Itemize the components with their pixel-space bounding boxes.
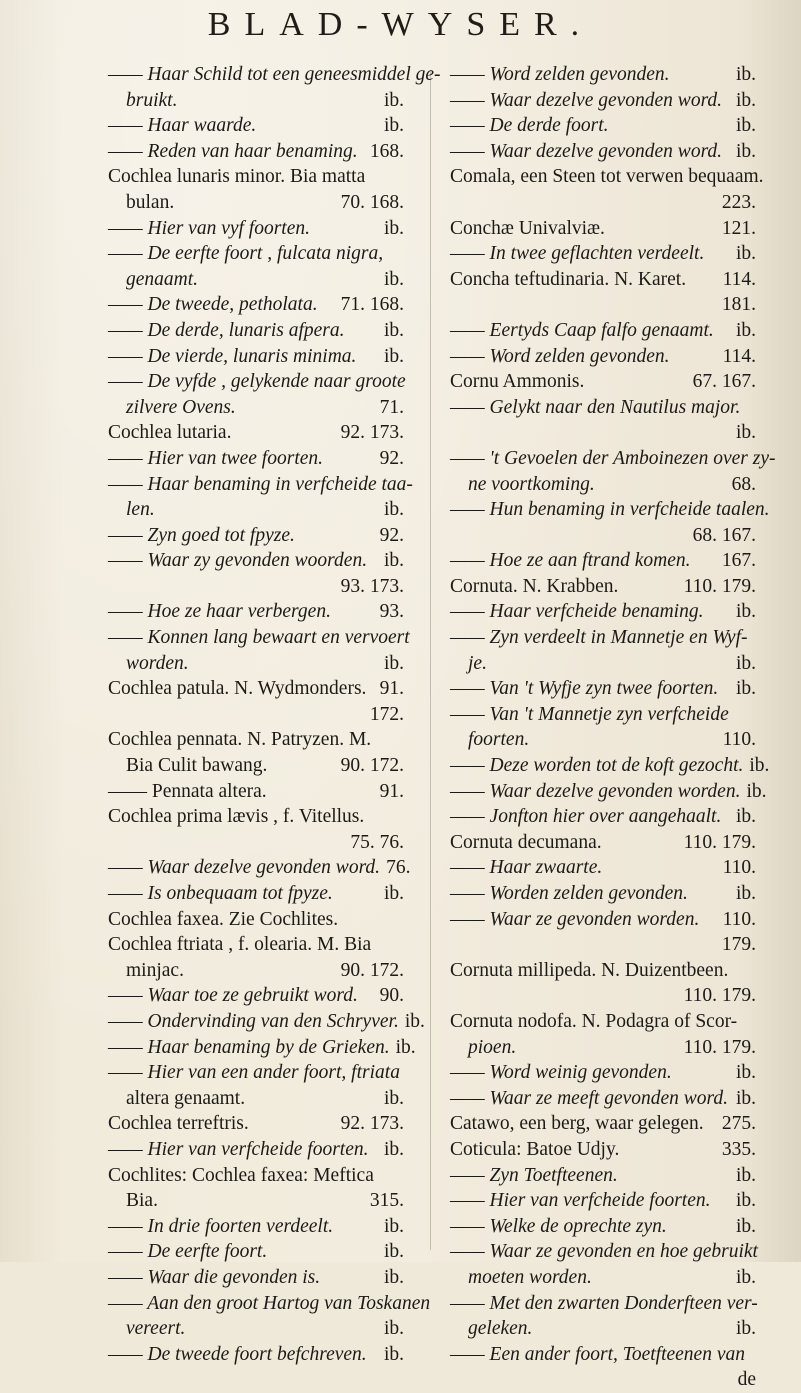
column-divider — [430, 70, 431, 1250]
index-entry-page-ref: ib. — [735, 89, 756, 111]
index-line — [450, 1214, 756, 1240]
index-line — [450, 344, 756, 370]
index-line — [108, 1137, 404, 1163]
index-entry-text: —— De eerfte foort , fulcata nigra, — [108, 243, 384, 265]
index-line — [450, 958, 756, 984]
index-entry-page-ref: 110. — [722, 908, 756, 930]
index-line — [450, 1239, 756, 1265]
index-entry-text: —— In drie foorten verdeelt. — [108, 1215, 334, 1237]
index-line — [450, 139, 756, 165]
index-line — [108, 1265, 404, 1291]
index-entry-text: Cochlea faxea. Zie Cochlites. — [108, 908, 339, 930]
index-entry-text: —— Jonfton hier over aangehaalt. — [450, 806, 722, 828]
index-line — [450, 446, 776, 472]
index-entry-page-ref: ib. — [735, 319, 756, 341]
index-line — [108, 497, 404, 523]
index-entry-text: —— Welke de oprechte zyn. — [450, 1215, 667, 1237]
index-line — [108, 1214, 404, 1240]
index-line — [450, 420, 756, 446]
index-entry-page-ref: ib. — [383, 1241, 404, 1263]
index-line — [450, 1086, 756, 1112]
index-line — [108, 548, 404, 574]
index-entry-page-ref: ib. — [383, 115, 404, 137]
index-entry-text: —— Haar benaming in verfcheide taa- — [108, 473, 413, 495]
index-line — [450, 548, 756, 574]
index-entry-text: foorten. — [468, 729, 530, 751]
index-entry-text: Bia Culit bawang. — [126, 755, 268, 777]
index-entry-text: —— De derde, lunaris afpera. — [108, 319, 345, 341]
index-line — [450, 523, 756, 549]
index-line — [108, 599, 404, 625]
index-line — [450, 830, 756, 856]
index-entry-text: genaamt. — [126, 268, 199, 290]
index-entry-page-ref: ib. — [749, 755, 770, 777]
index-entry-text: —— Zyn verdeelt in Mannetje en Wyf- — [450, 627, 748, 649]
index-entry-page-ref: ib. — [735, 243, 756, 265]
index-line — [108, 702, 404, 728]
index-entry-text: —— Word zelden gevonden. — [450, 64, 670, 85]
index-entry-page-ref: 76. — [386, 857, 411, 879]
index-entry-page-ref: ib. — [735, 652, 756, 674]
index-entry-text: —— Hier van vyf foorten. — [108, 217, 311, 239]
index-line — [108, 1291, 431, 1317]
index-entry-page-ref: 335. — [721, 1138, 756, 1160]
index-entry-page-ref: 71. — [379, 396, 404, 418]
index-entry-text: —— Zyn Toetfteenen. — [450, 1164, 618, 1186]
index-entry-text: Conchæ Univalviæ. — [450, 217, 605, 239]
index-line — [108, 932, 404, 958]
index-line — [450, 292, 756, 318]
index-entry-text: —— Haar Schild tot een geneesmiddel ge- — [108, 64, 441, 85]
index-entry-text: ne voortkoming. — [468, 473, 595, 495]
index-line — [450, 88, 756, 114]
index-entry-text: Cornu Ammonis. — [450, 371, 585, 393]
index-line — [108, 574, 404, 600]
index-entry-page-ref: ib. — [383, 345, 404, 367]
index-entry-page-ref: 172. — [369, 703, 404, 725]
index-entry-text: —— Konnen lang bewaart en vervoert — [108, 627, 410, 649]
index-line — [450, 779, 767, 805]
index-entry-page-ref: ib. — [746, 780, 767, 802]
index-entry-text: Bia. — [126, 1190, 158, 1212]
index-entry-page-ref: 110. — [722, 729, 756, 751]
index-line — [108, 62, 441, 88]
index-line — [450, 932, 756, 958]
index-entry-page-ref: 92. — [379, 447, 404, 469]
index-entry-text: —— De tweede, petholata. — [108, 294, 318, 316]
index-entry-text: —— Hier van twee foorten. — [108, 447, 324, 469]
index-line — [450, 1035, 756, 1061]
index-entry-text: —— Zyn goed tot fpyze. — [108, 524, 295, 546]
index-entry-page-ref: ib. — [735, 1190, 756, 1212]
index-line — [108, 344, 404, 370]
index-entry-text: —— Van 't Wyfje zyn twee foorten. — [450, 678, 719, 700]
index-line — [108, 1086, 404, 1112]
index-line — [450, 1291, 756, 1317]
index-line — [108, 164, 404, 190]
index-line — [450, 62, 756, 88]
index-entry-text: —— Deze worden tot de koft gezocht. — [450, 755, 744, 777]
index-entry-page-ref: 110. 179. — [683, 575, 756, 597]
index-entry-page-ref: 121. — [721, 217, 756, 239]
index-entry-text: —— Word zelden gevonden. — [450, 345, 670, 367]
index-line — [108, 1239, 404, 1265]
index-line — [450, 1342, 756, 1368]
index-entry-text: —— Haar zwaarte. — [450, 857, 603, 879]
index-entry-text: Concha teftudinaria. N. Karet. — [450, 268, 687, 290]
index-entry-page-ref: ib. — [383, 652, 404, 674]
index-entry-page-ref: ib. — [735, 1318, 756, 1340]
index-entry-page-ref: ib. — [735, 1164, 756, 1186]
index-entry-page-ref: 275. — [721, 1113, 756, 1135]
index-entry-page-ref: ib. — [383, 1138, 404, 1160]
index-line — [108, 881, 404, 907]
index-entry-text: —— Hoe ze haar verbergen. — [108, 601, 331, 623]
index-entry-text: —— Hier van verfcheide foorten. — [450, 1190, 711, 1212]
index-line — [108, 1111, 404, 1137]
index-line — [450, 369, 756, 395]
index-line — [108, 420, 404, 446]
index-entry-text: —— Aan den groot Hartog van Toskanen — [108, 1292, 431, 1314]
index-line — [450, 599, 756, 625]
index-line — [450, 190, 756, 216]
index-entry-page-ref: ib. — [383, 217, 404, 239]
index-line — [450, 676, 756, 702]
index-entry-page-ref: 92. — [379, 524, 404, 546]
index-entry-text: Cochlea pennata. N. Patryzen. M. — [108, 729, 372, 751]
index-entry-text: vereert. — [126, 1318, 186, 1340]
index-entry-text: —— De vyfde , gelykende naar groote — [108, 371, 406, 393]
index-entry-text: Cochlea lutaria. — [108, 422, 232, 444]
index-line — [450, 113, 756, 139]
index-entry-text: Cochlites: Cochlea faxea: Meftica — [108, 1164, 374, 1186]
index-entry-page-ref: 167. — [721, 550, 756, 572]
index-entry-page-ref: 114. — [722, 268, 756, 290]
index-line — [108, 292, 404, 318]
index-entry-text: —— Met den zwarten Donderfteen ver- — [450, 1292, 758, 1314]
index-line — [450, 395, 756, 421]
index-entry-page-ref: 179. — [721, 934, 756, 956]
index-entry-page-ref: 110. — [722, 857, 756, 879]
index-entry-page-ref: ib. — [735, 1266, 756, 1288]
index-line — [108, 958, 404, 984]
index-entry-page-ref: 315. — [369, 1190, 404, 1212]
index-entry-page-ref: 68. 167. — [692, 524, 756, 546]
index-entry-text: Cochlea ftriata , f. olearia. M. Bia — [108, 934, 372, 956]
index-entry-text: —— De derde foort. — [450, 115, 609, 137]
index-entry-page-ref: ib. — [735, 1087, 756, 1109]
index-entry-page-ref: 92. 173. — [340, 422, 404, 444]
index-entry-text: —— Hun benaming in verfcheide taalen. — [450, 499, 770, 521]
index-line — [108, 753, 404, 779]
index-line — [450, 702, 756, 728]
index-line — [450, 625, 756, 651]
index-entry-page-ref: ib. — [383, 319, 404, 341]
index-entry-page-ref: ib. — [735, 1062, 756, 1084]
index-line — [108, 804, 404, 830]
index-line — [450, 1009, 756, 1035]
index-entry-text: —— Waar dezelve gevonden word. — [450, 140, 723, 162]
index-line — [108, 855, 411, 881]
index-entry-text: geleken. — [468, 1318, 533, 1340]
index-line — [108, 395, 404, 421]
index-entry-text: worden. — [126, 652, 189, 674]
index-entry-text: Cornuta decumana. — [450, 831, 602, 853]
right-column — [450, 62, 776, 1393]
index-entry-page-ref: 75. 76. — [350, 831, 404, 853]
index-entry-page-ref: 168. — [369, 140, 404, 162]
index-line — [450, 804, 756, 830]
index-entry-text: —— In twee geflachten verdeelt. — [450, 243, 705, 265]
index-entry-text: —— Hier van een ander foort, ftriata — [108, 1062, 400, 1084]
index-entry-page-ref: ib. — [383, 1087, 404, 1109]
index-entry-text: —— De tweede foort befchreven. — [108, 1343, 367, 1365]
index-line — [450, 164, 764, 190]
index-entry-page-ref: 114. — [722, 345, 756, 367]
index-line — [108, 907, 404, 933]
index-entry-page-ref: ib. — [383, 1215, 404, 1237]
index-entry-page-ref: 68. — [731, 473, 756, 495]
index-entry-text: —— Haar verfcheide benaming. — [450, 601, 704, 623]
index-line — [450, 216, 756, 242]
index-line — [108, 651, 404, 677]
index-entry-text: —— 't Gevoelen der Amboinezen over zy- — [450, 447, 776, 469]
index-entry-text: Cornuta millipeda. N. Duizentbeen. — [450, 959, 729, 981]
index-entry-page-ref: ib. — [735, 115, 756, 137]
index-entry-page-ref: 181. — [721, 294, 756, 316]
index-entry-text: altera genaamt. — [126, 1087, 246, 1109]
index-entry-page-ref: ib. — [404, 1010, 425, 1032]
index-line — [108, 727, 404, 753]
index-entry-text: —— Worden zelden gevonden. — [450, 883, 688, 904]
index-line — [108, 241, 404, 267]
left-column — [108, 62, 441, 1367]
index-entry-text: —— Waar zy gevonden woorden. — [108, 550, 368, 572]
index-line — [450, 267, 756, 293]
index-entry-page-ref: ib. — [735, 422, 756, 444]
index-entry-text: Cochlea lunaris minor. Bia matta — [108, 166, 366, 188]
index-entry-page-ref: ib. — [383, 268, 404, 290]
index-entry-page-ref: 70. 168. — [340, 191, 404, 213]
index-entry-page-ref: 91. — [379, 678, 404, 700]
index-line — [450, 472, 756, 498]
index-entry-text: pioen. — [468, 1036, 517, 1058]
index-entry-text: —— Waar ze gevonden en hoe gebruikt — [450, 1241, 758, 1263]
index-entry-text: —— Ondervinding van den Schryver. — [108, 1010, 399, 1032]
index-entry-text: Cornuta nodofa. N. Podagra of Scor- — [450, 1010, 738, 1032]
index-line — [108, 1163, 404, 1189]
index-line — [108, 472, 413, 498]
index-line — [450, 497, 770, 523]
index-entry-text: bruikt. — [126, 89, 178, 111]
index-entry-text: —— Waar dezelve gevonden word. — [108, 857, 381, 879]
index-entry-text: —— Een ander foort, Toetfteenen van — [450, 1343, 745, 1365]
index-entry-text: —— Haar waarde. — [108, 115, 257, 137]
index-line — [108, 190, 404, 216]
index-entry-page-ref: 90. 172. — [340, 959, 404, 981]
index-entry-page-ref: ib. — [735, 806, 756, 828]
index-entry-page-ref: ib. — [383, 89, 404, 111]
index-entry-text: —— Waar dezelve gevonden word. — [450, 89, 723, 111]
index-entry-page-ref: 110. 179. — [683, 831, 756, 853]
index-line — [450, 907, 756, 933]
index-entry-text: —— Waar toe ze gebruikt word. — [108, 985, 358, 1007]
index-entry-page-ref: ib. — [735, 678, 756, 700]
index-line — [450, 727, 756, 753]
index-line — [108, 139, 404, 165]
index-entry-page-ref: 223. — [721, 191, 756, 213]
index-entry-page-ref: ib. — [735, 601, 756, 623]
index-line — [450, 1188, 756, 1214]
index-entry-page-ref: 91. — [379, 780, 404, 802]
index-entry-text: Cochlea terreftris. — [108, 1113, 249, 1135]
index-entry-text: —— Word weinig gevonden. — [450, 1062, 672, 1084]
index-line — [450, 241, 756, 267]
index-entry-text: —— Waar die gevonden is. — [108, 1266, 321, 1288]
index-entry-text: —— Reden van haar benaming. — [108, 140, 358, 162]
index-entry-page-ref: 71. 168. — [340, 294, 404, 316]
index-line — [108, 113, 404, 139]
index-entry-text: len. — [126, 499, 155, 521]
index-line — [450, 318, 756, 344]
index-line — [450, 753, 770, 779]
index-entry-text: —— Gelykt naar den Nautilus major. — [450, 396, 741, 418]
index-line — [108, 830, 404, 856]
index-line — [108, 676, 404, 702]
index-line — [450, 1367, 756, 1393]
index-line — [450, 983, 756, 1009]
index-line — [450, 574, 756, 600]
index-entry-text: Cochlea patula. N. Wydmonders. — [108, 678, 367, 700]
index-line — [108, 446, 404, 472]
index-line — [450, 1137, 756, 1163]
index-entry-text: —— Hier van verfcheide foorten. — [108, 1138, 369, 1160]
index-line — [108, 369, 404, 395]
index-entry-page-ref: ib. — [383, 1318, 404, 1340]
index-entry-page-ref: ib. — [383, 1266, 404, 1288]
index-line — [450, 1163, 756, 1189]
index-line — [108, 1188, 404, 1214]
index-entry-page-ref: ib. — [383, 1343, 404, 1365]
index-line — [108, 1342, 404, 1368]
index-line — [450, 1265, 756, 1291]
index-entry-page-ref: ib. — [383, 550, 404, 572]
index-line — [108, 1060, 404, 1086]
index-entry-text: Cochlea prima lævis , f. Vitellus. — [108, 806, 365, 828]
index-entry-text: —— Is onbequaam tot fpyze. — [108, 883, 333, 904]
index-entry-text: —— Hoe ze aan ftrand komen. — [450, 550, 691, 572]
index-entry-text: —— Pennata altera. — [108, 780, 267, 802]
index-line — [108, 625, 410, 651]
index-line — [108, 523, 404, 549]
index-entry-text: Coticula: Batoe Udjy. — [450, 1138, 620, 1160]
index-entry-page-ref: 93. 173. — [340, 575, 404, 597]
index-line — [450, 1111, 756, 1137]
index-entry-text: moeten worden. — [468, 1266, 592, 1288]
index-entry-text: Cornuta. N. Krabben. — [450, 575, 619, 597]
index-line — [108, 88, 404, 114]
index-line — [450, 1060, 756, 1086]
index-line — [108, 267, 404, 293]
index-entry-page-ref: 93. — [379, 601, 404, 623]
index-entry-page-ref: ib. — [395, 1036, 416, 1058]
index-entry-page-ref: 110. 179. — [683, 1036, 756, 1058]
index-line — [108, 1009, 425, 1035]
index-entry-page-ref: ib. — [735, 1215, 756, 1237]
index-entry-text: —— Haar benaming by de Grieken. — [108, 1036, 390, 1058]
index-entry-page-ref: ib. — [383, 499, 404, 521]
index-entry-page-ref: 92. 173. — [340, 1113, 404, 1135]
index-entry-page-ref: ib. — [735, 64, 756, 85]
index-entry-text: —— Van 't Mannetje zyn verfcheide — [450, 703, 729, 725]
index-entry-page-ref: 67. 167. — [692, 371, 756, 393]
index-entry-text: Comala, een Steen tot verwen bequaam. — [450, 166, 764, 188]
index-line — [450, 651, 756, 677]
index-line — [450, 855, 756, 881]
page-header: BLAD-WYSER. — [207, 6, 594, 43]
index-entry-page-ref: ib. — [735, 883, 756, 904]
index-line — [108, 779, 404, 805]
index-entry-text: —— Eertyds Caap falfo genaamt. — [450, 319, 714, 341]
index-line — [108, 983, 404, 1009]
index-entry-page-ref: 90. — [379, 985, 404, 1007]
index-line — [450, 1316, 756, 1342]
index-entry-text: —— Waar dezelve gevonden worden. — [450, 780, 741, 802]
index-entry-text: bulan. — [126, 191, 175, 213]
index-entry-text: je. — [468, 652, 487, 674]
index-entry-text: Catawo, een berg, waar gelegen. — [450, 1113, 704, 1135]
index-entry-text: —— Waar ze gevonden worden. — [450, 908, 700, 930]
index-entry-page-ref: 110. 179. — [683, 985, 756, 1007]
index-entry-text: minjac. — [126, 959, 184, 981]
index-line — [108, 216, 404, 242]
index-entry-text: —— De vierde, lunaris minima. — [108, 345, 357, 367]
index-line — [108, 1316, 404, 1342]
index-entry-text: zilvere Ovens. — [126, 396, 236, 418]
index-line — [108, 318, 404, 344]
index-entry-page-ref: de — [737, 1369, 756, 1391]
index-entry-page-ref: ib. — [383, 883, 404, 904]
index-entry-page-ref: ib. — [735, 140, 756, 162]
index-entry-text: —— De eerfte foort. — [108, 1241, 268, 1263]
index-line — [450, 881, 756, 907]
index-entry-page-ref: 90. 172. — [340, 755, 404, 777]
index-line — [108, 1035, 416, 1061]
index-entry-text: —— Waar ze meeft gevonden word. — [450, 1087, 729, 1109]
